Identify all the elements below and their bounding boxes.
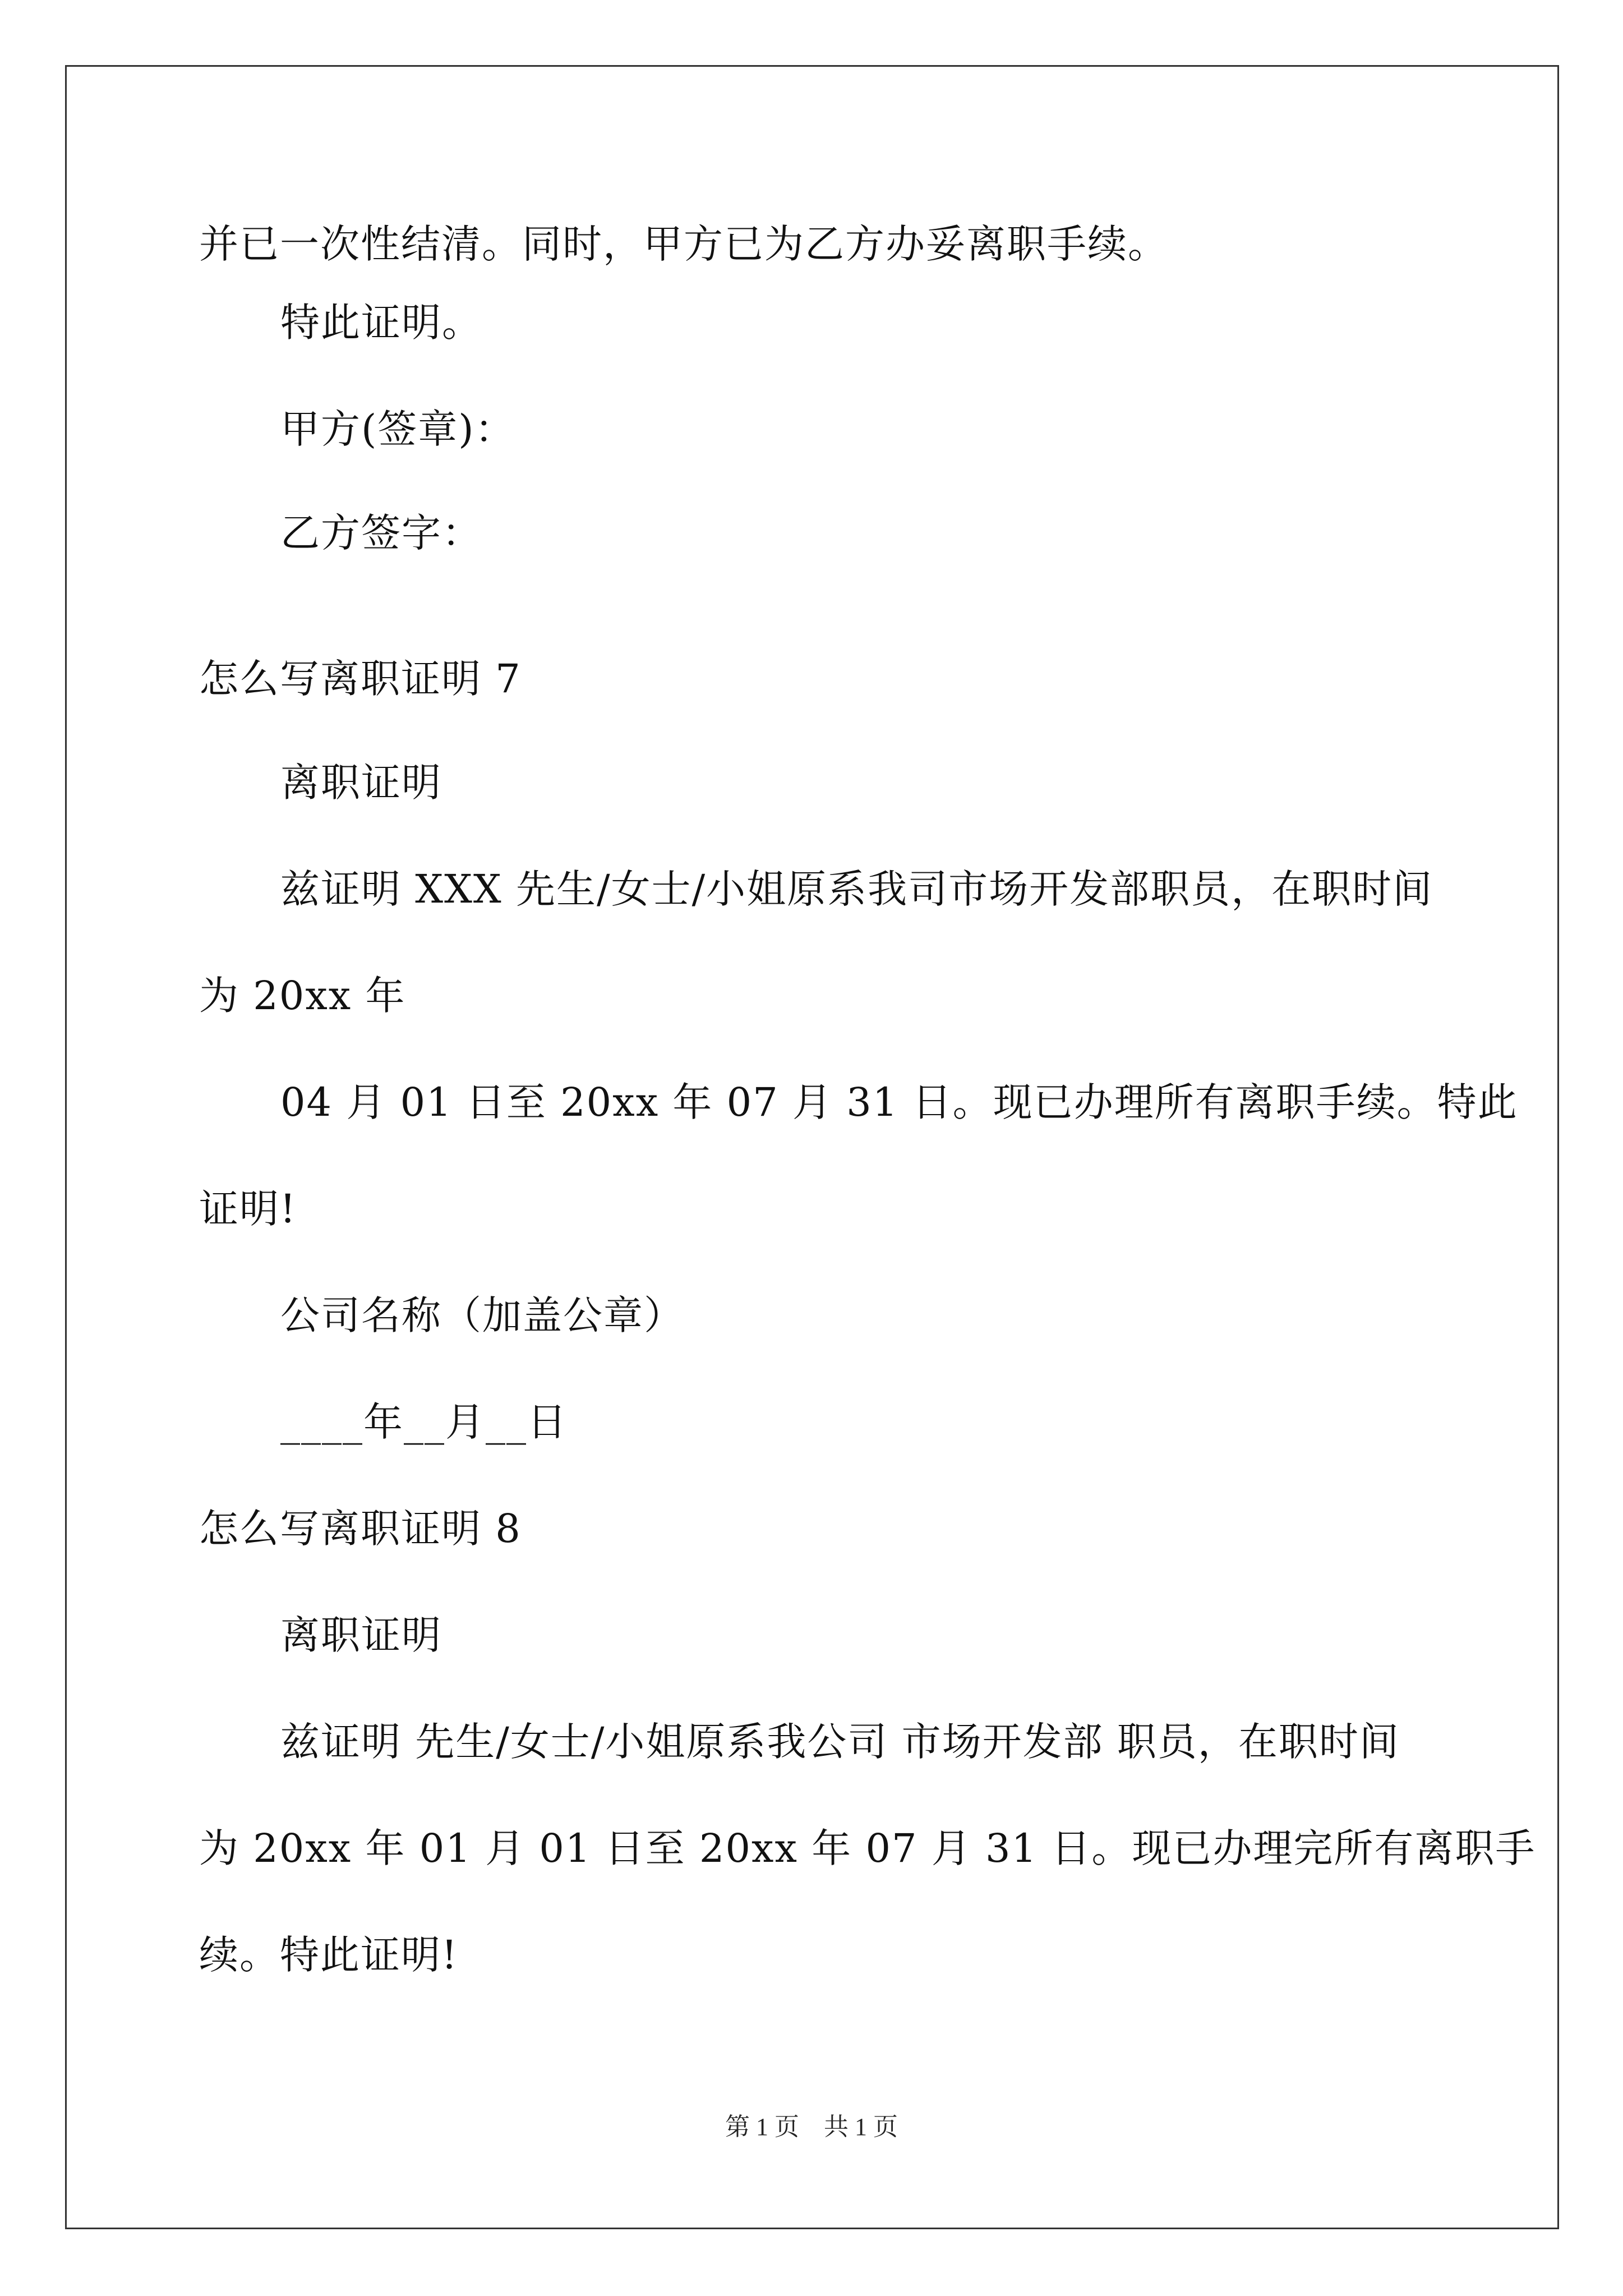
- paragraph-line: 证明!: [199, 1186, 297, 1232]
- page-border: [65, 65, 1559, 2229]
- paragraph-line: 为 20xx 年: [199, 973, 406, 1019]
- company-name-line: 公司名称（加盖公章）: [280, 1292, 684, 1338]
- section-heading: 怎么写离职证明 7: [199, 656, 522, 702]
- paragraph-line: 兹证明 XXX 先生/女士/小姐原系我司市场开发部职员，在职时间: [280, 866, 1433, 912]
- section-heading: 怎么写离职证明 8: [199, 1506, 522, 1552]
- paragraph-line: 特此证明。: [280, 300, 482, 346]
- paragraph-line: 并已一次性结清。同时，甲方已为乙方办妥离职手续。: [199, 221, 1168, 267]
- paragraph-line: 04 月 01 日至 20xx 年 07 月 31 日。现已办理所有离职手续。特此: [280, 1079, 1518, 1125]
- document-title: 离职证明: [280, 760, 442, 806]
- paragraph-line: 乙方签字：: [280, 510, 482, 556]
- date-line: ____年__月__日: [280, 1399, 568, 1445]
- document-title: 离职证明: [280, 1612, 442, 1658]
- paragraph-line: 续。特此证明!: [199, 1932, 459, 1978]
- paragraph-line: 为 20xx 年 01 月 01 日至 20xx 年 07 月 31 日。现已办理完所有离职手: [199, 1825, 1536, 1871]
- paragraph-line: 兹证明 先生/女士/小姐原系我公司 市场开发部 职员，在职时间: [280, 1719, 1400, 1765]
- paragraph-line: 甲方(签章)：: [280, 406, 515, 452]
- page-footer: 第 1 页 共 1 页: [725, 2113, 898, 2141]
